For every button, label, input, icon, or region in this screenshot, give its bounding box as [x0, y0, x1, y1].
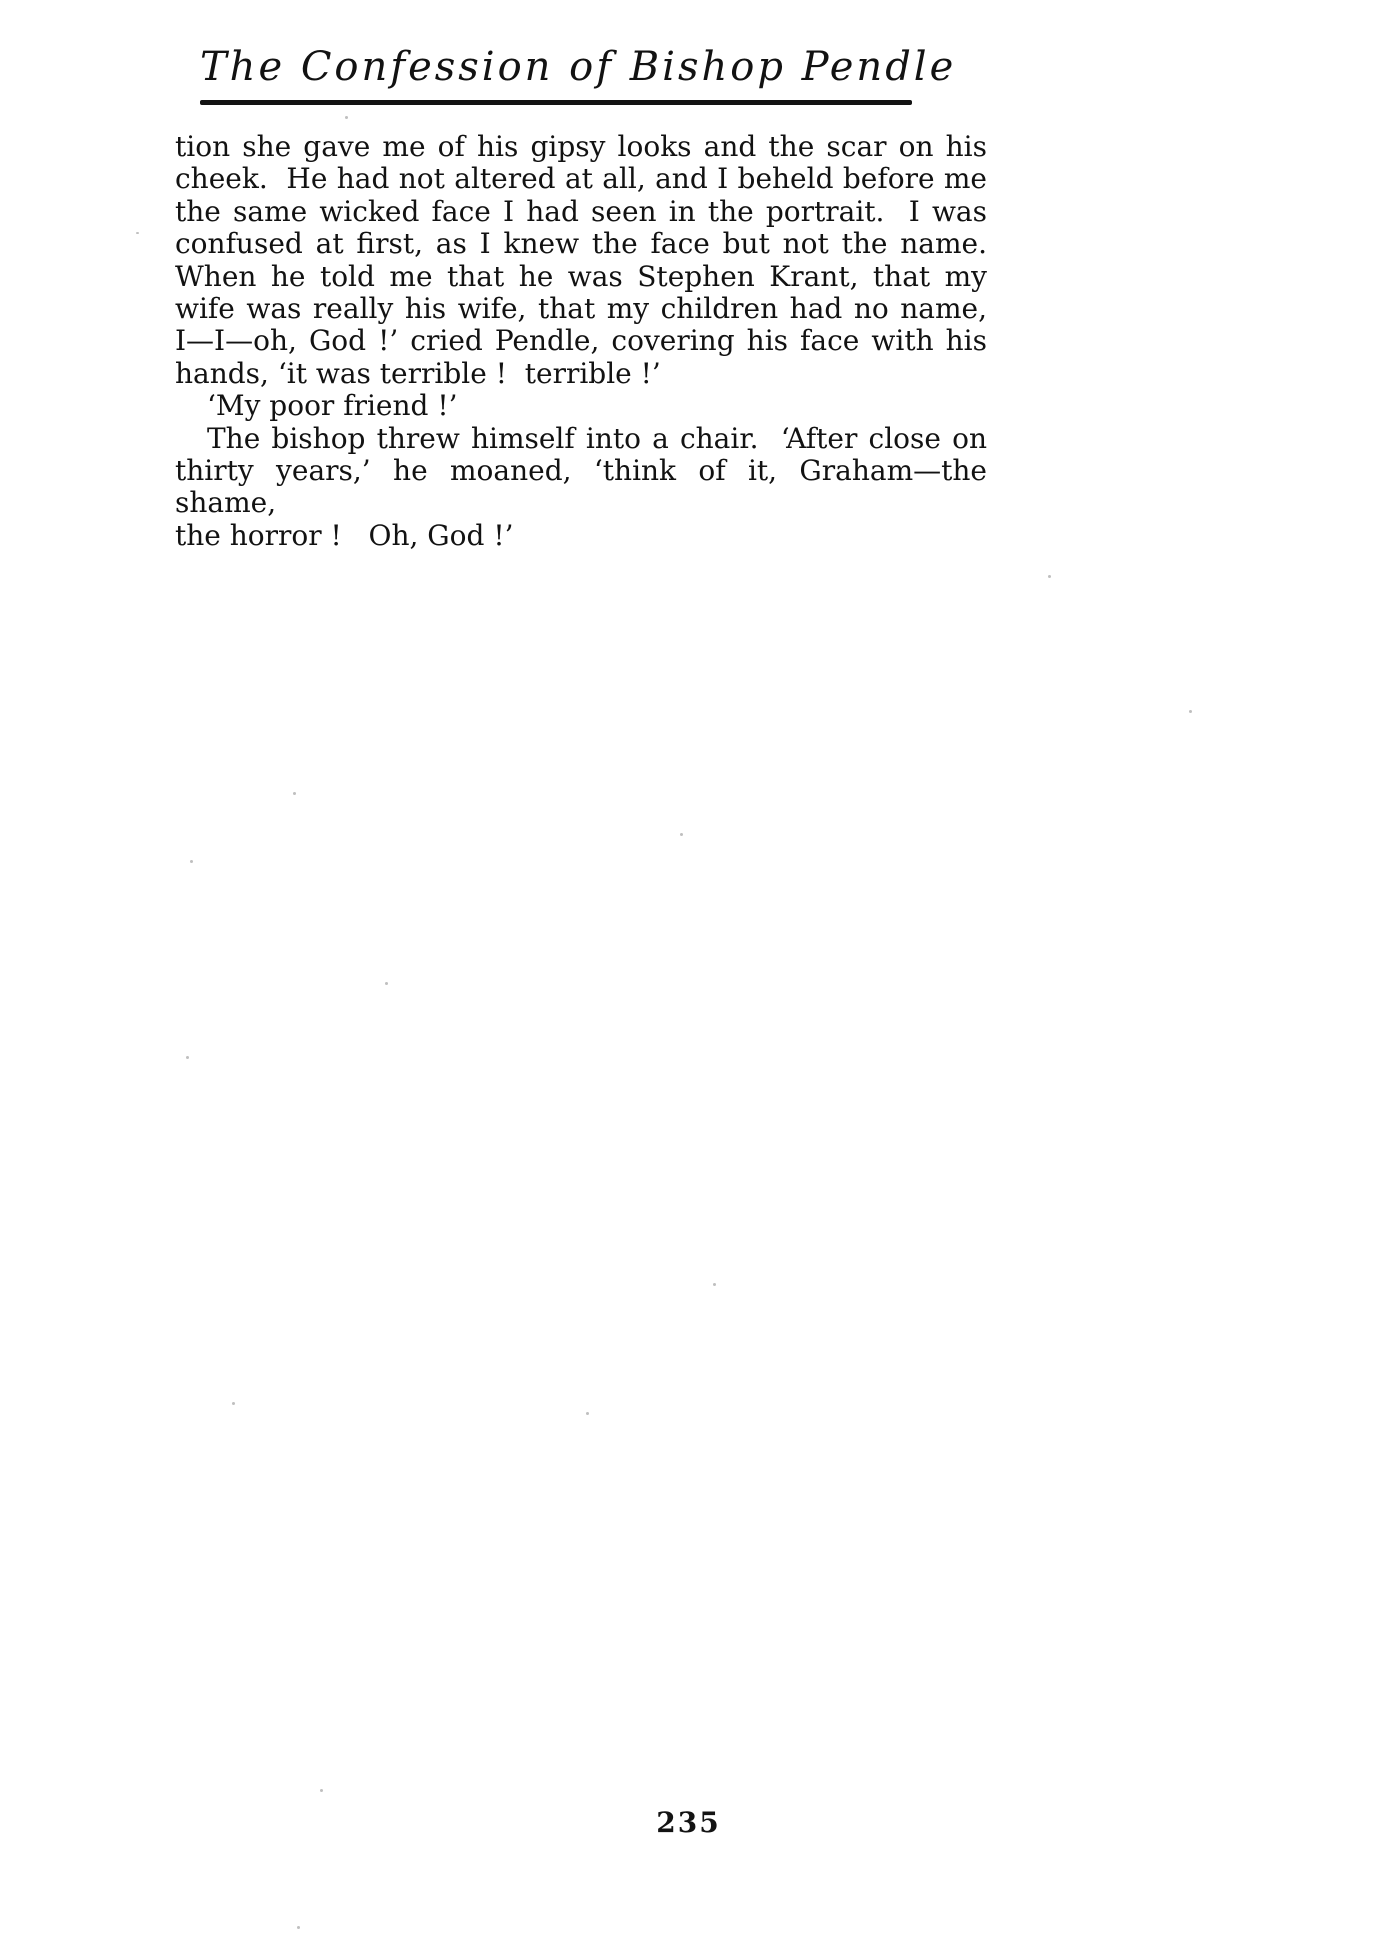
text-line: When he told me that he was Stephen Krant, that my: [175, 259, 987, 293]
scan-speck: [713, 1283, 716, 1286]
scan-speck: [186, 1056, 189, 1059]
text-line: the horror ! Oh, God !’: [175, 518, 514, 552]
scan-speck: [1048, 575, 1051, 578]
text-line: ‘My poor friend !’: [207, 389, 458, 423]
scan-speck: [345, 116, 348, 119]
body-text: [175, 130, 996, 552]
text-line: The bishop threw himself into a chair. ‘After close on: [207, 421, 987, 455]
scan-speck: [680, 833, 683, 836]
scan-speck: [1189, 710, 1192, 713]
text-line: I—I—oh, God !’ cried Pendle, covering his face with his: [175, 324, 987, 358]
running-title: The Confession of Bishop Pendle: [200, 44, 957, 90]
text-line: the same wicked face I had seen in the portrait. I was: [175, 194, 987, 228]
scan-speck: [293, 792, 296, 795]
scan-speck: [232, 1402, 235, 1405]
scan-speck: [320, 1789, 323, 1792]
scan-speck: [297, 1926, 300, 1929]
page-number: 235: [656, 1806, 721, 1839]
text-line: thirty years,’ he moaned, ‘think of it, Graham—the shame,: [175, 454, 996, 520]
scan-speck: [190, 860, 193, 863]
header-rule: [200, 100, 912, 105]
page-header: [200, 44, 957, 105]
text-line: cheek. He had not altered at all, and I beheld before me: [175, 162, 987, 196]
text-line: tion she gave me of his gipsy looks and the scar on his: [175, 130, 987, 163]
text-line: hands, ‘it was terrible ! terrible !’: [175, 356, 661, 390]
scan-speck: [385, 982, 388, 985]
scan-speck: [136, 232, 139, 234]
text-line: confused at first, as I knew the face but not the name.: [175, 227, 987, 261]
scan-speck: [586, 1412, 589, 1415]
text-line: wife was really his wife, that my children had no name,: [175, 292, 987, 326]
